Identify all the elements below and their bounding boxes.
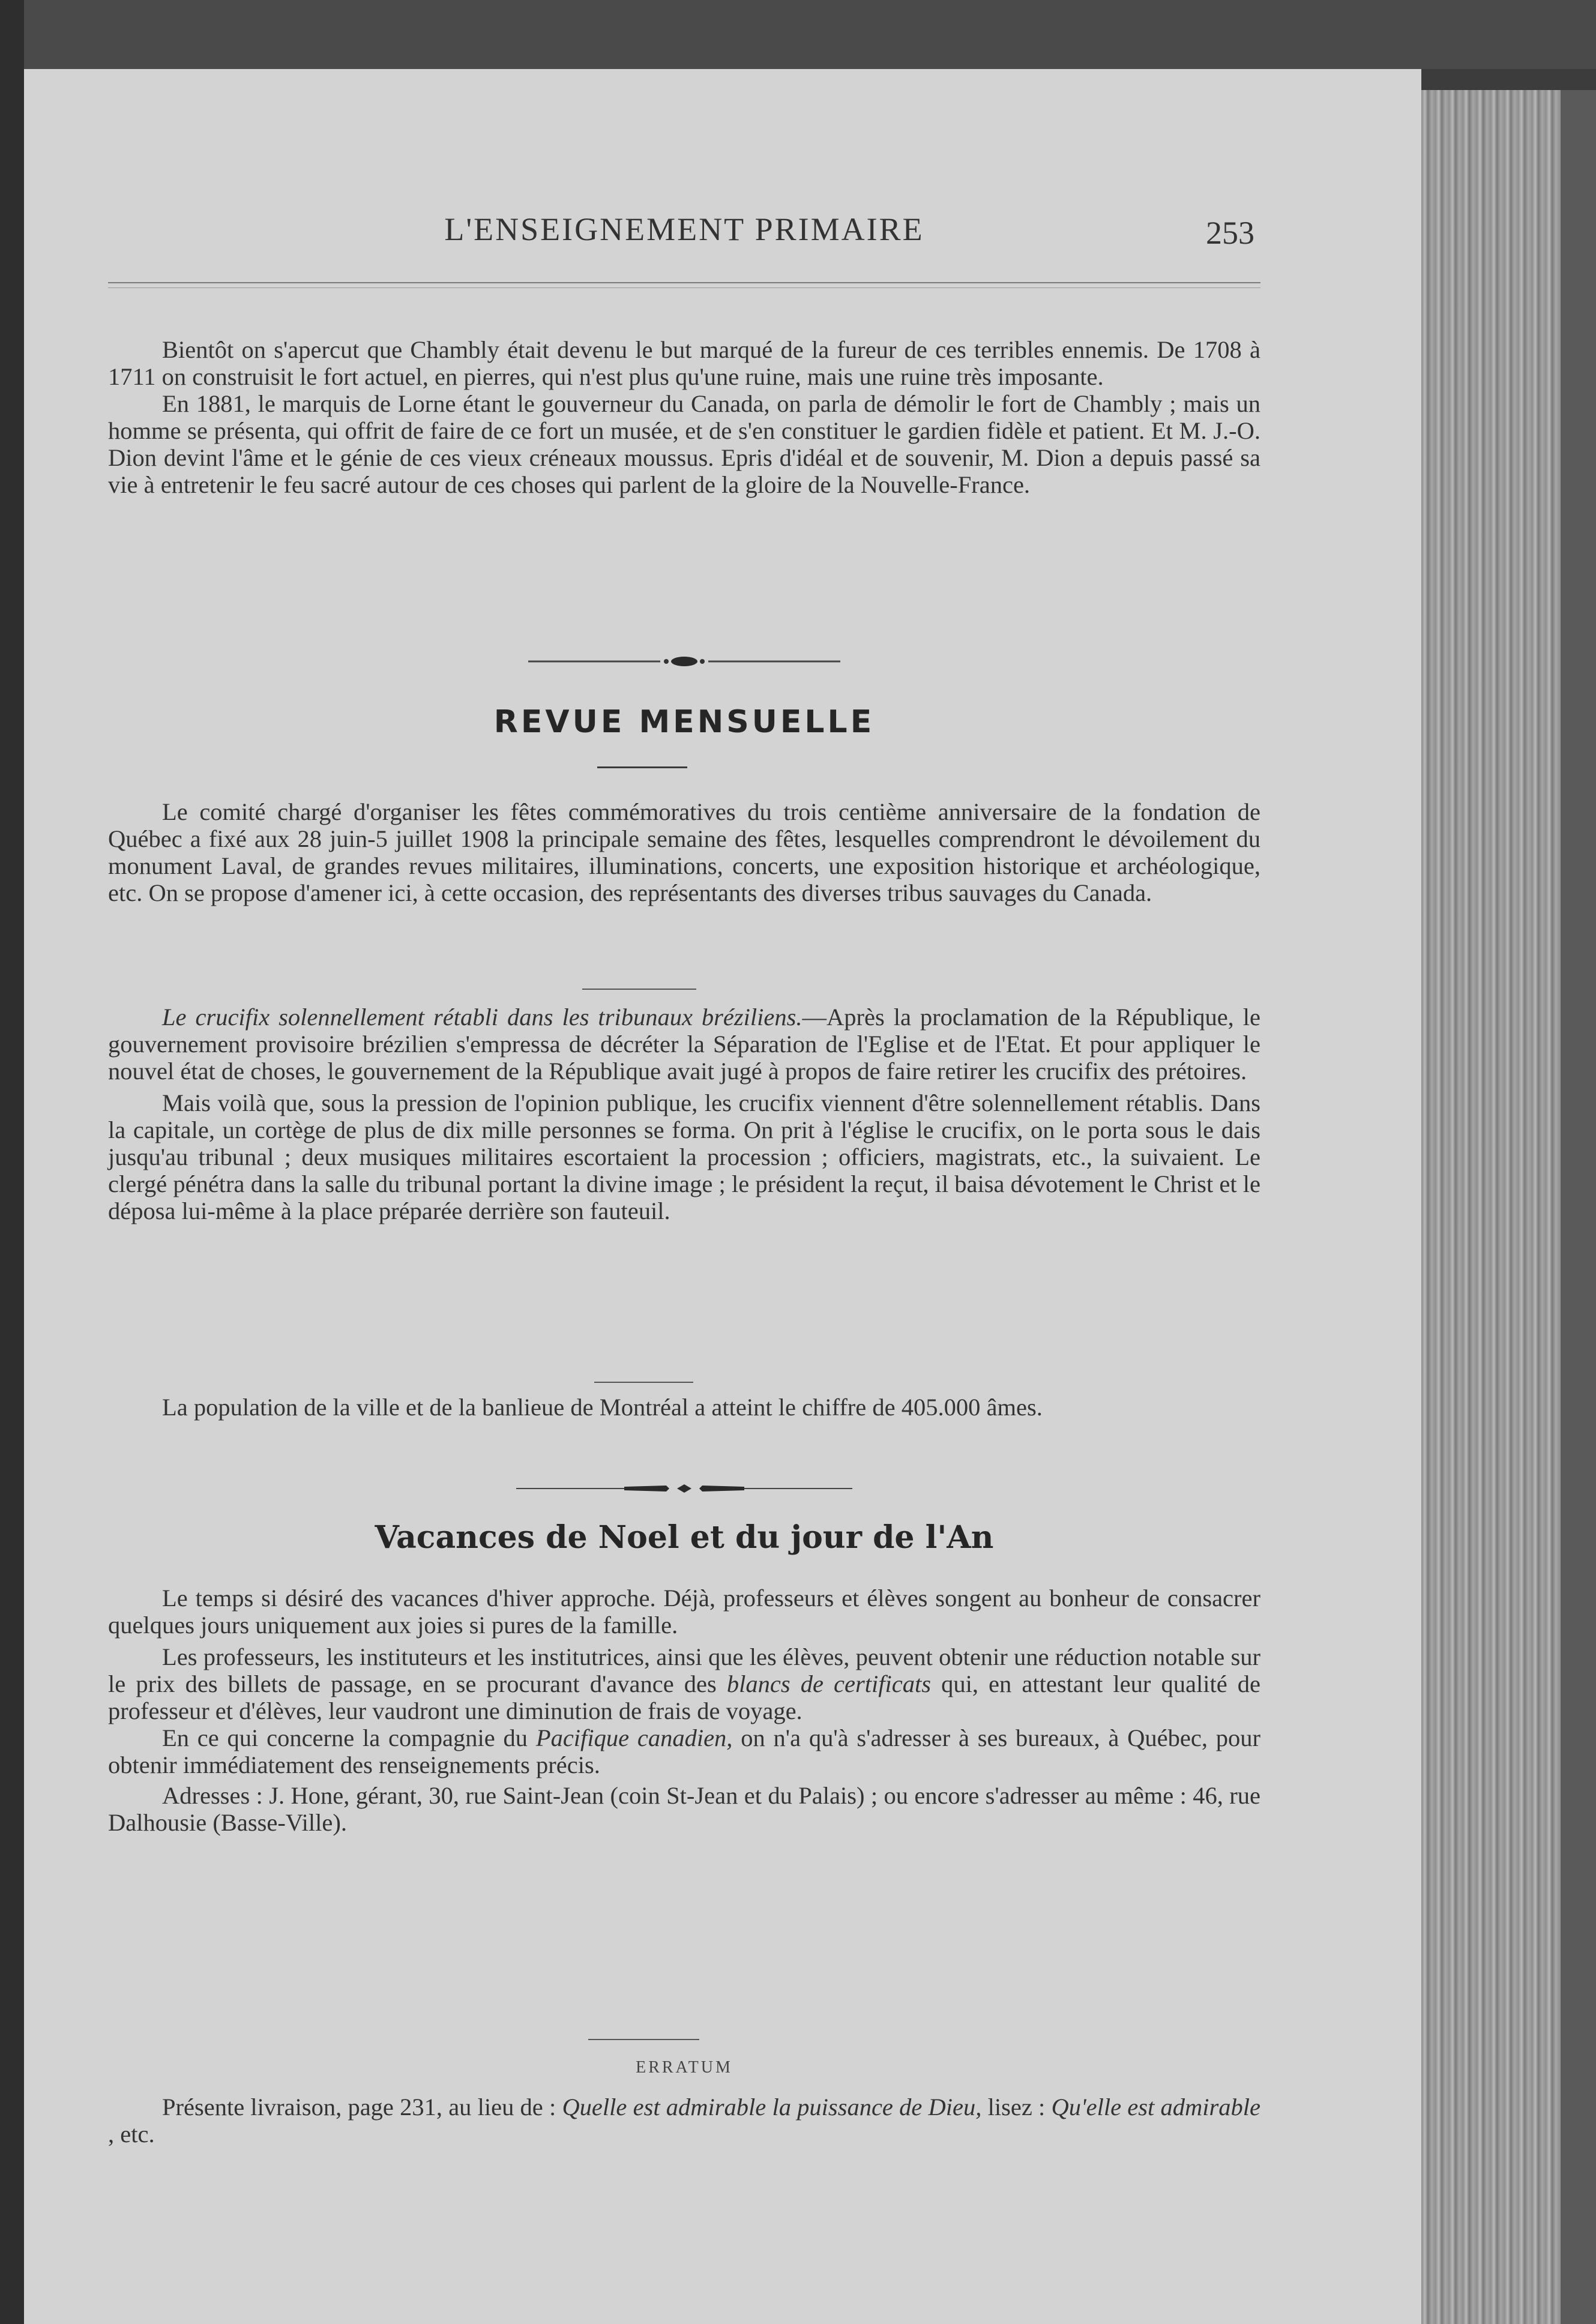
item-separator: [594, 1382, 693, 1383]
vacances-paragraph-3: [108, 1724, 1260, 1778]
p2-text-end: qui, en attestant leur qualité de professeur et d'élèves, leur vaudront une diminution de frais de voyage.: [108, 1670, 1260, 1724]
revue-montreal-population: La population de la ville et de la banlieue de Montréal a atteint le chiffre de 405.000 âmes.: [162, 1394, 1043, 1421]
vacances-paragraph-1: Le temps si désiré des vacances d'hiver approche. Déjà, professeurs et élèves songent au bonheur de consacrer quelques jours uniquement aux joies si pures de la famille.: [108, 1585, 1260, 1639]
erratum-text: [108, 2094, 1260, 2148]
book-binding-shadow: [1561, 90, 1596, 2324]
vacances-paragraph-2: [108, 1643, 1260, 1724]
erratum-rule: [588, 2039, 699, 2040]
erratum-end: , etc.: [108, 2121, 155, 2148]
revue-crucifix-paragraph-1: [108, 1004, 1260, 1085]
erratum-block: [108, 2094, 1260, 2148]
p2-text-start: Les professeurs, les instituteurs et les institutrices, ainsi que les élèves, peuvent obtenir une réduction notable sur le prix des billets de passage, en se procurant d'avance des: [108, 1643, 1260, 1697]
crucifix-heading: Le crucifix solennellement rétabli dans les tribunaux bréziliens.: [162, 1004, 803, 1031]
header-rule: [108, 282, 1260, 283]
vacances-article: [108, 1585, 1260, 1836]
erratum-intro: Présente livraison, page 231, au lieu de :: [162, 2094, 562, 2121]
chambly-paragraph-1: Bientôt on s'apercut que Chambly était devenu le but marqué de la fureur de ces terribles ennemis. De 1708 à 1711 on construisit le fort actuel, en pierres, qui n'est plus qu'une ruine, mais une ruine très imposante.: [108, 336, 1260, 390]
revue-crucifix-paragraph-2: Mais voilà que, sous la pression de l'opinion publique, les crucifix viennent d'être solennellement rétablis. Dans la capitale, un cortège de plus de dix mille personnes se forma. On prit à l'église le crucifix, on le porta sous le dais jusqu'au tribunal ; deux musiques militaires escortaient la procession ; officiers, magistrats, etc., la suivaient. Le clergé pénétra dans la salle du tribunal portant la divine image ; le président la reçut, il baisa dévotement le Christ et le déposa lui-même à la place préparée derrière son fauteuil.: [108, 1089, 1260, 1224]
vacances-addresses: Adresses : J. Hone, gérant, 30, rue Saint-Jean (coin St-Jean et du Palais) ; ou encore s'adresser au même : 46, rue Dalhousie (Basse-Ville).: [108, 1782, 1260, 1836]
erratum-middle: lisez :: [981, 2094, 1052, 2121]
scan-background-left: [0, 0, 24, 2324]
erratum-wrong: Quelle est admirable la puissance de Dieu,: [562, 2094, 982, 2121]
revue-item-3: [108, 1394, 1260, 1421]
erratum-title: ERRATUM: [636, 2058, 733, 2077]
p2-italic: blancs de certificats: [726, 1670, 931, 1697]
scan-background-top: [0, 0, 1596, 69]
p3-text-end: on n'a qu'à s'adresser à ses bureaux, à Québec, pour obtenir immédiatement des renseignements précis.: [108, 1724, 1260, 1778]
p3-text-start: En ce qui concerne la compagnie du: [162, 1724, 536, 1751]
running-head: [108, 211, 1260, 265]
vacances-title: Vacances de Noel et du jour de l'An: [375, 1519, 994, 1556]
erratum-correct: Qu'elle est admirable: [1051, 2094, 1260, 2121]
chambly-article: [108, 336, 1260, 498]
title-underline: [597, 766, 687, 768]
revue-mensuelle-title: REVUE MENSUELLE: [493, 704, 875, 740]
crucifix-text: —Après la proclamation de la République, le gouvernement provisoire brézilien s'empressa de décréter la Séparation de l'Eglise et de l'Etat. Et pour appliquer le nouvel état de choses, le gouvernement de la République avait jugé à propos de faire retirer les crucifix des prétoires.: [108, 1004, 1260, 1085]
section-ornament: [108, 652, 1260, 670]
running-title: L'ENSEIGNEMENT PRIMAIRE: [444, 211, 924, 247]
header-rule-secondary: [108, 287, 1260, 288]
chambly-paragraph-2: En 1881, le marquis de Lorne étant le gouverneur du Canada, on parla de démolir le fort de Chambly ; mais un homme se présenta, qui offrit de faire de ce fort un musée, et de s'en constituer le gardien fidèle et patient. Et M. J.-O. Dion devint l'âme et le génie de ces vieux créneaux moussus. Epris d'idéal et de souvenir, M. Dion a depuis passé sa vie à entretenir le feu sacré autour de ces choses qui parlent de la gloire de la Nouvelle-France.: [108, 390, 1260, 498]
revue-quebec-celebration: Le comité chargé d'organiser les fêtes commémoratives du trois centième anniversaire de la fondation de Québec a fixé aux 28 juin-5 juillet 1908 la principale semaine des fêtes, lesquelles comprendront le dévoilement du monument Laval, de grandes revues militaires, illuminations, concerts, une exposition historique et archéologique, etc. On se propose d'amener ici, à cette occasion, des représentants des diverses tribus sauvages du Canada.: [108, 798, 1260, 906]
revue-item-2: [108, 1004, 1260, 1224]
document-page: [24, 69, 1421, 2324]
section-ornament: [108, 1480, 1260, 1498]
ornament-divider-icon: [516, 1480, 852, 1498]
revue-item-1: [108, 798, 1260, 906]
p3-italic: Pacifique canadien,: [535, 1724, 733, 1751]
ornament-divider-icon: [528, 652, 840, 670]
page-number: 253: [1206, 215, 1254, 251]
item-separator: [582, 989, 696, 990]
